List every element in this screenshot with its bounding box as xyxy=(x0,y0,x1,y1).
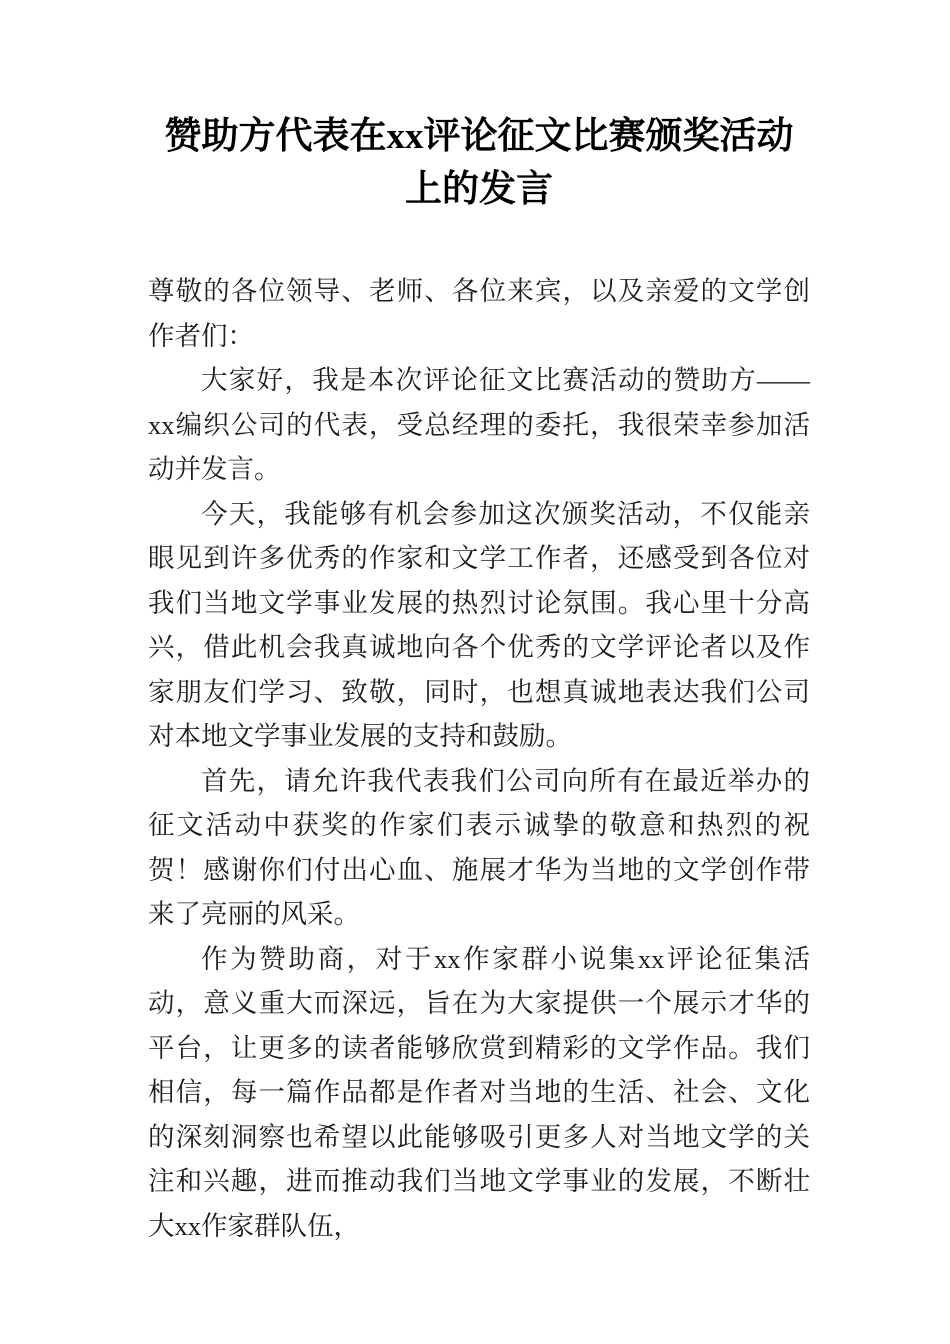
document-title: 赞助方代表在xx评论征文比赛颁奖活动上的发言 xyxy=(164,116,794,210)
paragraph: 今天，我能够有机会参加这次颁奖活动，不仅能亲眼见到许多优秀的作家和文学工作者，还感受到各位对我们当地文学事业发展的热烈讨论氛围。我心里十分高兴，借此机会我真诚地向各个优秀的文学评论者以及作家朋友们学习、致敬，同时，也想真诚地表达我们公司对本地文学事业发展的支持和鼓励。 xyxy=(148,498,810,751)
paragraph: 大家好，我是本次评论征文比赛活动的赞助方——xx编织公司的代表，受总经理的委托，我很荣幸参加活动并发言。 xyxy=(148,365,810,484)
paragraph: 作为赞助商，对于xx作家群小说集xx评论征集活动，意义重大而深远，旨在为大家提供一个展示才华的平台，让更多的读者能够欣赏到精彩的文学作品。我们相信，每一篇作品都是作者对当地的生活、社会、文化的深刻洞察也希望以此能够吸引更多人对当地文学的关注和兴趣，进而推动我们当地文学事业的发展，不断壮大xx作家群队伍， xyxy=(148,943,810,1241)
paragraph: 尊敬的各位领导、老师、各位来宾，以及亲爱的文学创作者们： xyxy=(148,276,810,351)
paragraph: 首先，请允许我代表我们公司向所有在最近举办的征文活动中获奖的作家们表示诚挚的敬意和热烈的祝贺！感谢你们付出心血、施展才华为当地的文学创作带来了亮丽的风采。 xyxy=(148,765,810,929)
document-body xyxy=(148,269,810,1248)
